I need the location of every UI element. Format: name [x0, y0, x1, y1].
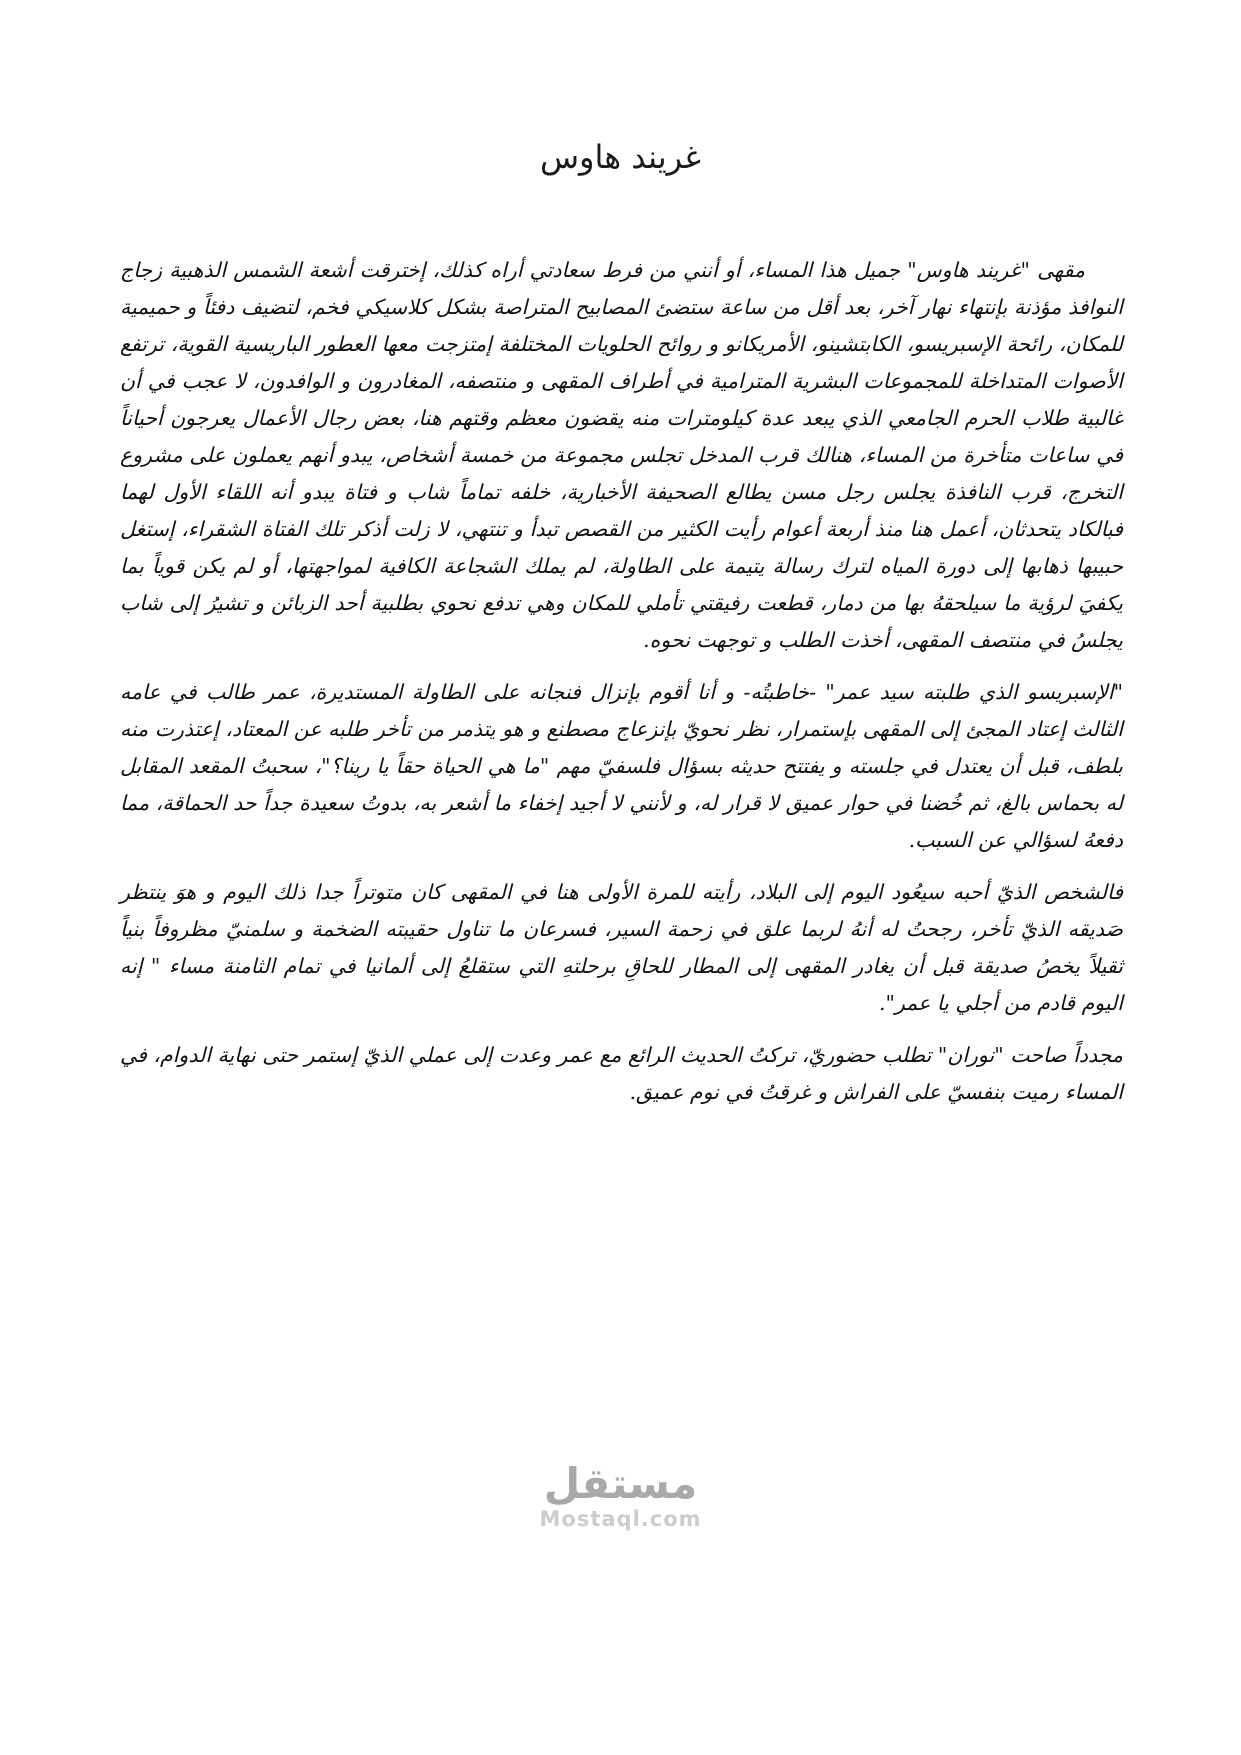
- paragraph-1: مقهى "غريند هاوس" جميل هذا المساء، أو أنني من فرط سعادتي أراه كذلك، إخترقت أشعة الشمس الذهبية زجاج النوافذ مؤذنة بإنتهاء نهار آخر، بعد أقل من ساعة ستضئ المصابيح المتراصة بشكل كلاسيكي فخم، لتضيف دفئاً و حميمية للمكان، رائحة الإسبريسو، الكابتشينو، الأمريكانو و روائح الحلويات المختلفة إمتزجت معها العطور الباريسية القوية، ترتفع الأصوات المتداخلة للمجموعات البشرية المترامية في أطراف المقهى و منتصفه، المغادرون و الوافدون، لا عجب في أن غالبية طلاب الحرم الجامعي الذي يبعد عدة كيلومترات منه يقضون معظم وقتهم هنا، بعض رجال الأعمال يعرجون أحياناً في ساعات متأخرة من المساء، هنالك قرب المدخل تجلس مجموعة من خمسة أشخاص، يبدو أنهم يعملون على مشروع التخرج، قرب النافذة يجلس رجل مسن يطالع الصحيفة الأخبارية، خلفه تماماً شاب و فتاة يبدو أنه اللقاء الأول لهما فبالكاد يتحدثان، أعمل هنا منذ أربعة أعوام رأيت الكثير من القصص تبدأ و تنتهي، لا زلت أذكر تلك الفتاة الشقراء، إستغل حبيبها ذهابها إلى دورة المياه لترك رسالة يتيمة على الطاولة، لم يملك الشجاعة الكافية لمواجهتها، أو لم يكن قوياً بما يكفيَ لرؤية ما سيلحقهُ بها من دمار، قطعت رفيقتي تأملي للمكان وهي تدفع نحوي بطلبية أحد الزبائن و تشيرُ إلى شاب يجلسُ في منتصف المقهى، أخذت الطلب و توجهت نحوه.: [120, 258, 1123, 652]
- page-title: غريند هاوس: [539, 138, 702, 176]
- watermark-site-text: Mostaql.com: [539, 1507, 702, 1531]
- paragraph-3: فالشخص الذيّ أحبه سيعُود اليوم إلى البلاد، رأيته للمرة الأولى هنا في المقهى كان متوتراً جدا ذلك اليوم و هوَ ينتظر صَديقه الذيّ تأخر، رجحتُ له أنهُ لربما علق في زحمة السير، فسرعان ما تناول حقيبته الضخمة و سلمنيّ مظروفاً بنياً ثقيلاً يخصُ صديقة قبل أن يغادر المقهى إلى المطار للحاقِ برحلتهِ التي ستقلعُ إلى ألمانيا في تمام الثامنة مساء " إنه اليوم قادم من أجلي يا عمر".: [120, 880, 1123, 1015]
- document-body: [120, 252, 1123, 1126]
- watermark: [0, 1459, 1241, 1532]
- paragraph-2: "الإسبريسو الذي طلبته سيد عمر" -خاطبتُه- و أنا أقوم بإنزال فنجانه على الطاولة المستديرة، عمر طالب في عامه الثالث إعتاد المجئ إلى المقهى بإستمرار، نظر نحويّ بإنزعاج مصطنع و هو يتذمر من تأخر طلبه عن المعتاد، إعتذرت منه بلطف، قبل أن يعتدل في جلسته و يفتتح حديثه بسؤال فلسفيّ مهم "ما هي الحياة حقاً يا رينا؟"، سحبتُ المقعد المقابل له بحماس بالغ، ثم خُضنا في حوار عميق لا قرار له، و لأنني لا أجيد إخفاء ما أشعر به، بدوتُ سعيدة جداً حد الحماقة، مما دفعهُ لسؤالي عن السبب.: [120, 680, 1123, 852]
- mostaql-logo: مستقل: [543, 1459, 698, 1508]
- paragraph-4: مجدداً صاحت "نوران" تطلب حضوريّ، تركتُ الحديث الرائع مع عمر وعدت إلى عملي الذيّ إستمر حتى نهاية الدوام، في المساء رميت بنفسيّ على الفراش و غرقتُ في نوم عميق.: [120, 1043, 1123, 1104]
